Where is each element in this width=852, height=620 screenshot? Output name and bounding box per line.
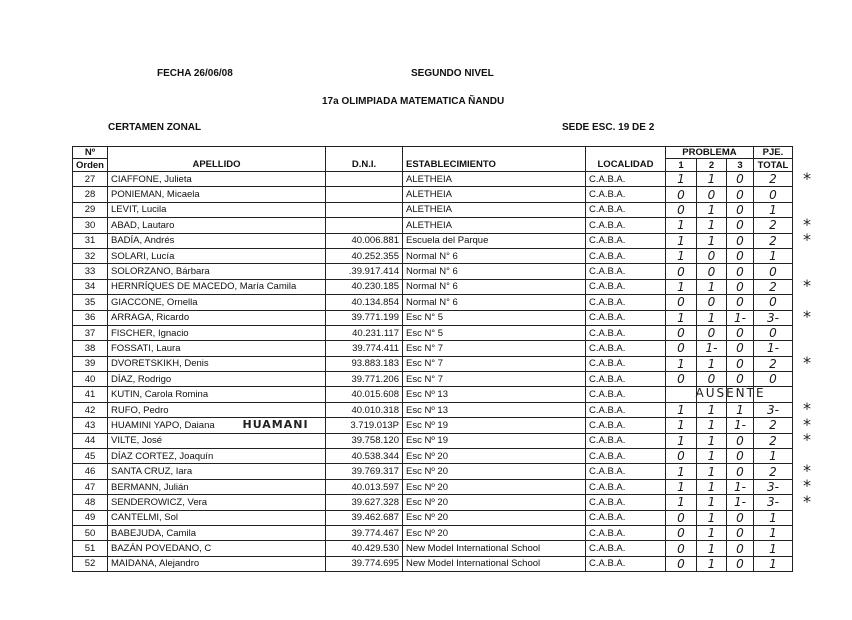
student-dni: 40.252.355: [325, 248, 402, 263]
school-name: Esc N° 5: [402, 325, 585, 340]
student-name: LEVIT, Lucila: [107, 202, 325, 217]
row-number: 46: [73, 464, 108, 479]
school-name: Esc Nº 20: [402, 449, 585, 464]
student-dni: [325, 202, 402, 217]
score-problem-2: 1: [696, 233, 726, 248]
student-name: ABAD, Lautaro: [107, 218, 325, 233]
score-problem-3: 0: [726, 172, 753, 187]
table-row: [73, 325, 793, 340]
header-spacer: [325, 147, 402, 159]
table-row: [73, 248, 793, 263]
score-problem-1: 1: [665, 172, 696, 187]
score-problem-2: 1: [696, 449, 726, 464]
score-problem-3: 0: [726, 264, 753, 279]
student-name: HERNRÍQUES DE MACEDO, María Camila: [107, 279, 325, 294]
locality: C.A.B.A.: [585, 341, 665, 356]
header-orden-bottom: Orden: [73, 159, 108, 172]
score-problem-3: 0: [726, 541, 753, 556]
student-name: ARRAGA, Ricardo: [107, 310, 325, 325]
school-name: Esc Nº 20: [402, 510, 585, 525]
row-number: 48: [73, 495, 108, 510]
star-mark: *: [802, 476, 811, 496]
score-total: 1: [753, 541, 792, 556]
score-problem-3: 0: [726, 325, 753, 340]
table-row: [73, 187, 793, 202]
student-name: HUAMINI YAPO, Daiana: [107, 418, 325, 433]
score-problem-2: 0: [696, 325, 726, 340]
school-name: Normal N° 6: [402, 264, 585, 279]
header-spacer: [585, 147, 665, 159]
locality: C.A.B.A.: [585, 202, 665, 217]
score-problem-3: 0: [726, 356, 753, 371]
student-dni: [325, 218, 402, 233]
school-name: New Model International School: [402, 541, 585, 556]
score-total: 3-: [753, 402, 792, 417]
row-number: 40: [73, 372, 108, 387]
row-number: 33: [73, 264, 108, 279]
score-problem-1: 0: [665, 525, 696, 540]
score-total: 2: [753, 464, 792, 479]
score-problem-3: 0: [726, 187, 753, 202]
date-label: FECHA 26/06/08: [157, 68, 233, 79]
school-name: Esc Nº 20: [402, 525, 585, 540]
table-row: [73, 495, 793, 510]
table-row: [73, 279, 793, 294]
school-name: Esc Nº 20: [402, 464, 585, 479]
score-problem-1: 1: [665, 218, 696, 233]
student-dni: 40.134.854: [325, 295, 402, 310]
school-name: Esc N° 5: [402, 310, 585, 325]
header-spacer: [402, 147, 585, 159]
table-row: [73, 233, 793, 248]
score-total: 1: [753, 248, 792, 263]
score-problem-2: 1: [696, 202, 726, 217]
school-name: Esc N° 7: [402, 341, 585, 356]
score-problem-3: 0: [726, 218, 753, 233]
table-row: [73, 372, 793, 387]
locality: C.A.B.A.: [585, 541, 665, 556]
row-number: 31: [73, 233, 108, 248]
star-mark: *: [802, 399, 811, 419]
student-name: KUTIN, Carola Romina: [107, 387, 325, 402]
score-problem-3: 0: [726, 510, 753, 525]
locality: C.A.B.A.: [585, 402, 665, 417]
score-total: 1: [753, 525, 792, 540]
score-problem-3: 1: [726, 402, 753, 417]
score-problem-3: 0: [726, 525, 753, 540]
score-total: 2: [753, 433, 792, 448]
star-mark: *: [802, 230, 811, 250]
header-p2: 2: [696, 159, 726, 172]
row-number: 42: [73, 402, 108, 417]
score-total: 0: [753, 264, 792, 279]
star-mark: *: [802, 276, 811, 296]
row-number: 27: [73, 172, 108, 187]
star-mark: *: [802, 214, 811, 234]
student-dni: .39.917.414: [325, 264, 402, 279]
header-dni: D.N.I.: [325, 159, 402, 172]
score-problem-2: 0: [696, 264, 726, 279]
locality: C.A.B.A.: [585, 295, 665, 310]
student-name: PONIEMAN, Micaela: [107, 187, 325, 202]
score-problem-3: 0: [726, 202, 753, 217]
student-dni: 39.758.120: [325, 433, 402, 448]
row-number: 29: [73, 202, 108, 217]
row-number: 41: [73, 387, 108, 402]
table-row: [73, 464, 793, 479]
table-row: [73, 295, 793, 310]
score-total: 3-: [753, 310, 792, 325]
school-name: Normal N° 6: [402, 295, 585, 310]
score-problem-2: 1: [696, 541, 726, 556]
student-name: BABEJUDA, Camila: [107, 525, 325, 540]
table-row: [73, 356, 793, 371]
school-name: Esc N° 7: [402, 372, 585, 387]
score-problem-3: 0: [726, 556, 753, 571]
score-problem-2: 0: [696, 248, 726, 263]
score-total: 2: [753, 233, 792, 248]
score-problem-3: 0: [726, 372, 753, 387]
locality: C.A.B.A.: [585, 372, 665, 387]
score-problem-1: 1: [665, 479, 696, 494]
table-row: [73, 418, 793, 433]
school-name: Esc Nº 19: [402, 433, 585, 448]
locality: C.A.B.A.: [585, 248, 665, 263]
row-number: 50: [73, 525, 108, 540]
score-problem-2: 0: [696, 187, 726, 202]
score-total: 3-: [753, 479, 792, 494]
score-total: 1-: [753, 341, 792, 356]
level-label: SEGUNDO NIVEL: [411, 68, 494, 79]
school-name: New Model International School: [402, 556, 585, 571]
locality: C.A.B.A.: [585, 556, 665, 571]
school-name: Normal N° 6: [402, 279, 585, 294]
score-problem-2: 1: [696, 433, 726, 448]
score-problem-1: [665, 387, 696, 402]
student-dni: 40.006.881: [325, 233, 402, 248]
score-problem-3: 1-: [726, 310, 753, 325]
score-problem-2: 1: [696, 464, 726, 479]
score-problem-3: 0: [726, 248, 753, 263]
student-dni: 39.774.411: [325, 341, 402, 356]
star-mark: *: [802, 460, 811, 480]
student-name: VILTE, José: [107, 433, 325, 448]
student-name: DVORETSKIKH, Denis: [107, 356, 325, 371]
score-problem-1: 1: [665, 433, 696, 448]
locality: C.A.B.A.: [585, 387, 665, 402]
student-name: BERMANN, Julián: [107, 479, 325, 494]
score-problem-3: 0: [726, 464, 753, 479]
row-number: 38: [73, 341, 108, 356]
table-row: [73, 510, 793, 525]
locality: C.A.B.A.: [585, 433, 665, 448]
score-total: 0: [753, 372, 792, 387]
locality: C.A.B.A.: [585, 449, 665, 464]
locality: C.A.B.A.: [585, 525, 665, 540]
student-name: FOSSATI, Laura: [107, 341, 325, 356]
locality: C.A.B.A.: [585, 418, 665, 433]
score-problem-2: 1: [696, 525, 726, 540]
star-mark: *: [802, 307, 811, 327]
student-name: BADÍA, Andrés: [107, 233, 325, 248]
star-mark: *: [802, 168, 811, 188]
locality: C.A.B.A.: [585, 218, 665, 233]
star-mark: *: [802, 414, 811, 434]
score-problem-2: 1: [696, 402, 726, 417]
score-total: 2: [753, 356, 792, 371]
score-problem-2: 1: [696, 479, 726, 494]
header-spacer: [107, 147, 325, 159]
score-problem-1: 1: [665, 248, 696, 263]
score-total: 0: [753, 187, 792, 202]
score-problem-1: 1: [665, 402, 696, 417]
score-total: 2: [753, 418, 792, 433]
score-problem-3: 1-: [726, 418, 753, 433]
venue-label: SEDE ESC. 19 DE 2: [562, 122, 655, 133]
table-row: [73, 218, 793, 233]
score-problem-3: 0: [726, 341, 753, 356]
score-problem-2: 1: [696, 495, 726, 510]
student-name: SENDEROWICZ, Vera: [107, 495, 325, 510]
table-row: [73, 449, 793, 464]
score-total: 1: [753, 556, 792, 571]
table-row: [73, 202, 793, 217]
table-row: [73, 556, 793, 571]
score-problem-3: 0: [726, 295, 753, 310]
score-problem-1: 0: [665, 556, 696, 571]
row-number: 44: [73, 433, 108, 448]
school-name: Esc N° 7: [402, 356, 585, 371]
locality: C.A.B.A.: [585, 325, 665, 340]
school-name: ALETHEIA: [402, 218, 585, 233]
student-dni: 40.538.344: [325, 449, 402, 464]
student-dni: 3.719.013P: [325, 418, 402, 433]
header-localidad: LOCALIDAD: [585, 159, 665, 172]
table-row: [73, 525, 793, 540]
row-number: 36: [73, 310, 108, 325]
score-problem-2: 0: [696, 295, 726, 310]
school-name: Escuela del Parque: [402, 233, 585, 248]
header-p3: 3: [726, 159, 753, 172]
locality: C.A.B.A.: [585, 172, 665, 187]
score-problem-2: 1: [696, 218, 726, 233]
student-dni: 39.774.467: [325, 525, 402, 540]
student-name: GIACCONE, Ornella: [107, 295, 325, 310]
star-mark: *: [802, 491, 811, 511]
score-problem-1: 1: [665, 418, 696, 433]
student-name: FISCHER, Ignacio: [107, 325, 325, 340]
score-total: 0: [753, 295, 792, 310]
student-dni: 39.771.206: [325, 372, 402, 387]
score-problem-2: 1: [696, 510, 726, 525]
score-problem-1: 1: [665, 356, 696, 371]
row-number: 37: [73, 325, 108, 340]
score-total: 2: [753, 172, 792, 187]
star-mark: *: [802, 353, 811, 373]
school-name: Esc Nº 13: [402, 387, 585, 402]
header-apellido: APELLIDO: [107, 159, 325, 172]
table-row: [73, 387, 793, 402]
score-total: 1: [753, 449, 792, 464]
locality: C.A.B.A.: [585, 187, 665, 202]
student-dni: [325, 187, 402, 202]
school-name: Esc Nº 20: [402, 479, 585, 494]
student-dni: 39.774.695: [325, 556, 402, 571]
table-row: [73, 341, 793, 356]
student-dni: 40.013.597: [325, 479, 402, 494]
student-dni: [325, 172, 402, 187]
score-problem-2: 1: [696, 418, 726, 433]
contest-label: CERTAMEN ZONAL: [108, 122, 202, 133]
student-name: DÍAZ CORTEZ, Joaquín: [107, 449, 325, 464]
header-establecimiento: ESTABLECIMIENTO: [402, 159, 585, 172]
student-name: RUFO, Pedro: [107, 402, 325, 417]
row-number: 30: [73, 218, 108, 233]
row-number: 35: [73, 295, 108, 310]
score-problem-1: 1: [665, 279, 696, 294]
table-row: [73, 264, 793, 279]
score-problem-1: 0: [665, 325, 696, 340]
score-problem-1: 0: [665, 449, 696, 464]
school-name: ALETHEIA: [402, 202, 585, 217]
score-problem-3: 0: [726, 433, 753, 448]
row-number: 32: [73, 248, 108, 263]
header-p1: 1: [665, 159, 696, 172]
table-row: [73, 433, 793, 448]
row-number: 34: [73, 279, 108, 294]
score-total: 1: [753, 202, 792, 217]
score-problem-1: 1: [665, 495, 696, 510]
absent-mark: AUSENTE: [695, 385, 766, 400]
locality: C.A.B.A.: [585, 310, 665, 325]
student-name: CANTELMI, Sol: [107, 510, 325, 525]
row-number: 51: [73, 541, 108, 556]
student-name: SOLARI, Lucía: [107, 248, 325, 263]
student-name: CIAFFONE, Julieta: [107, 172, 325, 187]
results-body: [73, 172, 793, 572]
score-total: 2: [753, 218, 792, 233]
locality: C.A.B.A.: [585, 233, 665, 248]
score-problem-3: 1-: [726, 495, 753, 510]
row-number: 39: [73, 356, 108, 371]
student-dni: 40.230.185: [325, 279, 402, 294]
row-number: 45: [73, 449, 108, 464]
score-problem-1: 0: [665, 372, 696, 387]
row-number: 52: [73, 556, 108, 571]
student-dni: 40.429.530: [325, 541, 402, 556]
school-name: Esc Nº 20: [402, 495, 585, 510]
score-problem-1: 0: [665, 295, 696, 310]
results-table: [72, 146, 793, 572]
locality: C.A.B.A.: [585, 495, 665, 510]
locality: C.A.B.A.: [585, 264, 665, 279]
star-mark: *: [802, 430, 811, 450]
score-total: 3-: [753, 495, 792, 510]
score-problem-2: 1: [696, 556, 726, 571]
locality: C.A.B.A.: [585, 356, 665, 371]
table-row: [73, 310, 793, 325]
school-name: Esc Nº 13: [402, 402, 585, 417]
score-problem-3: 1-: [726, 479, 753, 494]
header-pje-top: PJE.: [753, 147, 792, 159]
score-problem-1: 0: [665, 541, 696, 556]
score-problem-1: 1: [665, 464, 696, 479]
score-total: 2: [753, 279, 792, 294]
student-dni: 39.627.328: [325, 495, 402, 510]
score-problem-3: 0: [726, 449, 753, 464]
student-name: MAIDANA, Alejandro: [107, 556, 325, 571]
school-name: ALETHEIA: [402, 172, 585, 187]
table-row: [73, 172, 793, 187]
student-dni: 40.010.318: [325, 402, 402, 417]
student-dni: 39.771.199: [325, 310, 402, 325]
student-name: BAZÁN POVEDANO, C: [107, 541, 325, 556]
score-problem-1: 0: [665, 510, 696, 525]
score-problem-3: 0: [726, 279, 753, 294]
locality: C.A.B.A.: [585, 279, 665, 294]
score-problem-2: 1: [696, 172, 726, 187]
school-name: Normal N° 6: [402, 248, 585, 263]
score-problem-1: 1: [665, 233, 696, 248]
table-row: [73, 402, 793, 417]
score-problem-1: 0: [665, 187, 696, 202]
student-dni: 40.015.608: [325, 387, 402, 402]
school-name: Esc Nº 19: [402, 418, 585, 433]
student-name: SANTA CRUZ, Iara: [107, 464, 325, 479]
score-problem-2: 1: [696, 310, 726, 325]
header-problema: PROBLEMA: [665, 147, 753, 159]
score-problem-2: 0: [696, 372, 726, 387]
student-dni: 39.769.317: [325, 464, 402, 479]
score-total: 0: [753, 325, 792, 340]
row-number: 43: [73, 418, 108, 433]
header-orden-top: Nº: [73, 147, 108, 159]
student-name: SOLORZANO, Bárbara: [107, 264, 325, 279]
score-problem-2: 1-: [696, 341, 726, 356]
locality: C.A.B.A.: [585, 510, 665, 525]
student-dni: 39.462.687: [325, 510, 402, 525]
score-problem-3: 0: [726, 233, 753, 248]
header-pje-bottom: TOTAL: [753, 159, 792, 172]
score-problem-1: 1: [665, 310, 696, 325]
score-problem-1: 0: [665, 341, 696, 356]
table-row: [73, 479, 793, 494]
row-number: 28: [73, 187, 108, 202]
student-name: DÍAZ, Rodrigo: [107, 372, 325, 387]
score-problem-1: 0: [665, 264, 696, 279]
student-dni: 93.883.183: [325, 356, 402, 371]
row-number: 49: [73, 510, 108, 525]
score-total: 1: [753, 510, 792, 525]
score-problem-1: 0: [665, 202, 696, 217]
locality: C.A.B.A.: [585, 464, 665, 479]
locality: C.A.B.A.: [585, 479, 665, 494]
table-row: [73, 541, 793, 556]
score-problem-2: 1: [696, 279, 726, 294]
school-name: ALETHEIA: [402, 187, 585, 202]
handwritten-correction: HUAMANI: [242, 417, 309, 431]
student-dni: 40.231.117: [325, 325, 402, 340]
score-problem-2: 1: [696, 356, 726, 371]
row-number: 47: [73, 479, 108, 494]
olympiad-title: 17a OLIMPIADA MATEMATICA ÑANDU: [322, 96, 505, 107]
